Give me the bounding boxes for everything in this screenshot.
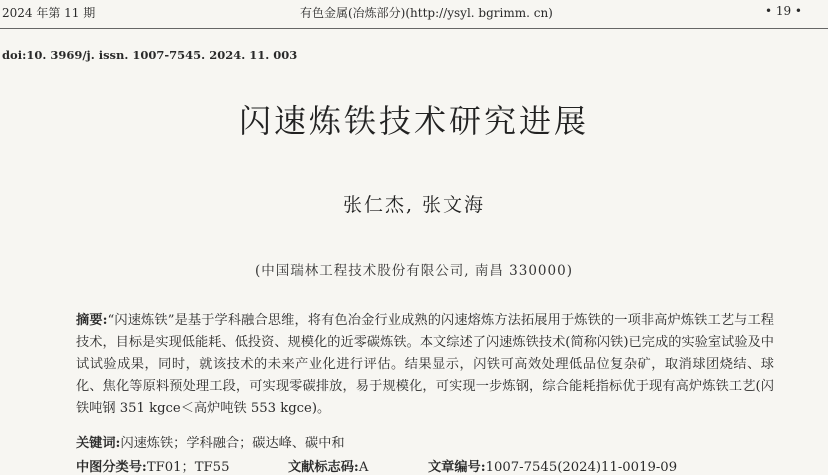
abstract-text: “闪速炼铁”是基于学科融合思维，将有色冶金行业成熟的闪速熔炼方法拓展用于炼铁的一项非高炉炼铁工艺与工程技术，目标是实现低能耗、低投资、规模化的近零碳炼铁。本文综述了闪速炼铁技术(简称闪铁)已完成的实验室试验及中试试验成果，同时，就该技术的未来产业化进行评估。结果显示，闪铁可高效处理低品位复杂矿，取消球团烧结、球化、焦化等原料预处理工段，可实现零碳排放，易于规模化，可实现一步炼钢，综合能耗指标优于现有高炉炼铁工艺(闪铁吨钢 351 kgce＜高炉吨铁 553 kgce)。 xyxy=(76,313,774,416)
classification-label: 中图分类号: xyxy=(76,460,147,475)
keywords xyxy=(76,432,345,451)
article-number-value: 1007-7545(2024)11-0019-09 xyxy=(485,460,678,475)
doi: doi:10. 3969/j. issn. 1007-7545. 2024. 11. 003 xyxy=(2,48,298,62)
document-code-label: 文献标志码: xyxy=(288,460,359,475)
keywords-label: 关键词: xyxy=(76,436,121,451)
article-number xyxy=(428,456,677,475)
affiliation: (中国瑞林工程技术股份有限公司, 南昌 330000) xyxy=(255,263,573,279)
article-number-label: 文章编号: xyxy=(428,460,486,475)
document-code xyxy=(288,456,368,475)
journal-name: 有色金属(冶炼部分)(http://ysyl. bgrimm. cn) xyxy=(300,6,553,20)
classification xyxy=(76,456,229,475)
paper-title: 闪速炼铁技术研究进展 xyxy=(238,102,589,140)
abstract-label: 摘要: xyxy=(76,313,108,328)
running-header xyxy=(0,0,828,29)
abstract xyxy=(76,310,774,420)
issue-label: 2024 年第 11 期 xyxy=(2,6,96,20)
document-code-value: A xyxy=(358,460,369,475)
page-number: • 19 • xyxy=(764,4,802,18)
classification-value: TF01；TF55 xyxy=(146,460,230,475)
keywords-text: 闪速炼铁；学科融合；碳达峰、碳中和 xyxy=(120,436,345,451)
authors: 张仁杰, 张文海 xyxy=(342,194,486,216)
